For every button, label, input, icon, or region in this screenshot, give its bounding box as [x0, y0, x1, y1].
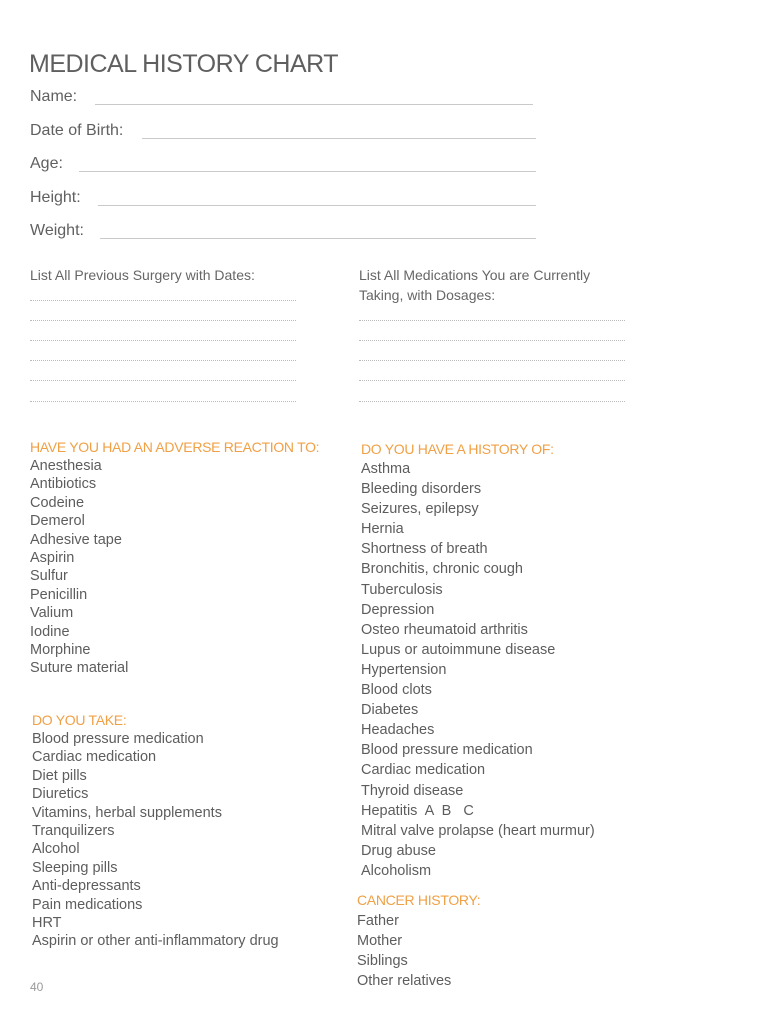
height-field[interactable] [30, 189, 536, 213]
name-line [95, 104, 533, 105]
medication-line[interactable] [359, 340, 625, 341]
surgery-label: List All Previous Surgery with Dates: [30, 267, 255, 283]
adverse-reaction-list [30, 457, 128, 678]
list-item: Anti-depressants [32, 878, 141, 895]
list-item: Siblings [357, 953, 408, 969]
list-item: Diabetes [361, 702, 419, 719]
list-item: Aspirin or other anti-inflammatory drug [32, 933, 279, 950]
list-item: Blood clots [361, 682, 432, 699]
date-of-birth-label: Date of Birth: [30, 122, 124, 139]
list-item: Valium [30, 605, 74, 622]
list-item: Hernia [361, 521, 404, 538]
list-item: Father [357, 913, 399, 929]
list-item: Sulfur [30, 568, 68, 585]
weight-label: Weight: [30, 222, 84, 239]
list-item: Osteo rheumatoid arthritis [361, 621, 528, 638]
list-item: Antibiotics [30, 476, 97, 493]
height-line [98, 205, 536, 206]
do-you-take-list [32, 730, 279, 951]
surgery-line[interactable] [30, 300, 296, 301]
list-item: Penicillin [30, 586, 88, 603]
medications-label-line1: List All Medications You are Currently [359, 267, 591, 283]
list-item: Bleeding disorders [361, 481, 482, 498]
medication-line[interactable] [359, 380, 625, 381]
list-item: Alcoholism [361, 862, 432, 879]
surgery-line[interactable] [30, 340, 296, 341]
list-item: Lupus or autoimmune disease [361, 641, 556, 658]
list-item: Demerol [30, 513, 85, 530]
list-item: Cardiac medication [361, 762, 486, 779]
name-field[interactable] [30, 88, 535, 112]
surgery-line[interactable] [30, 320, 296, 321]
surgery-line[interactable] [30, 360, 296, 361]
list-item: Blood pressure medication [32, 731, 204, 747]
page-number: 40 [30, 980, 44, 994]
list-item: Headaches [361, 722, 435, 739]
list-item: Shortness of breath [361, 541, 488, 558]
height-label: Height: [30, 189, 81, 206]
list-item: Adhesive tape [30, 531, 122, 548]
surgery-line[interactable] [30, 380, 296, 381]
list-item: Asthma [361, 461, 411, 477]
list-item: Anesthesia [30, 458, 102, 474]
list-item: Suture material [30, 660, 129, 677]
weight-field[interactable] [30, 222, 536, 246]
history-heading: DO YOU HAVE A HISTORY OF: [361, 441, 554, 457]
list-item: Other relatives [357, 973, 452, 989]
list-item: Iodine [30, 623, 70, 640]
list-item: Tranquilizers [32, 822, 115, 839]
medication-line[interactable] [359, 401, 625, 402]
weight-line [100, 238, 536, 239]
list-item: Depression [361, 601, 435, 618]
list-item: Bronchitis, chronic cough [361, 561, 523, 578]
date-of-birth-line [142, 138, 536, 139]
list-item: HRT [32, 914, 62, 931]
date-of-birth-field[interactable] [30, 122, 536, 146]
list-item: Cardiac medication [32, 749, 157, 766]
list-item: Sleeping pills [32, 859, 118, 876]
list-item: Hypertension [361, 661, 447, 678]
do-you-take-heading: DO YOU TAKE: [32, 712, 127, 728]
medications-label-line2: Taking, with Dosages: [359, 287, 496, 303]
list-item: Seizures, epilepsy [361, 501, 479, 518]
cancer-history-heading: CANCER HISTORY: [357, 892, 481, 908]
list-item: Alcohol [32, 841, 80, 858]
surgery-line[interactable] [30, 401, 296, 402]
adverse-reaction-heading: HAVE YOU HAD AN ADVERSE REACTION TO: [30, 439, 320, 455]
list-item: Aspirin [30, 549, 75, 566]
page-title: MEDICAL HISTORY CHART [29, 50, 339, 78]
name-label: Name: [30, 88, 78, 105]
list-item: Mitral valve prolapse (heart murmur) [361, 822, 595, 839]
list-item: Codeine [30, 494, 85, 511]
list-item: Tuberculosis [361, 581, 443, 598]
list-item: Blood pressure medication [361, 742, 533, 759]
list-item: Diuretics [32, 786, 89, 803]
medication-line[interactable] [359, 320, 625, 321]
list-item: Diet pills [32, 767, 87, 784]
list-item: Hepatitis A B C [361, 802, 474, 819]
list-item: Vitamins, herbal supplements [32, 804, 222, 821]
age-label: Age: [30, 155, 63, 172]
list-item: Morphine [30, 641, 91, 658]
age-line [79, 171, 536, 172]
list-item: Mother [357, 933, 403, 949]
medication-line[interactable] [359, 360, 625, 361]
list-item: Pain medications [32, 896, 143, 913]
list-item: Thyroid disease [361, 782, 464, 799]
age-field[interactable] [30, 155, 536, 179]
history-list [361, 459, 595, 881]
cancer-history-list [357, 911, 451, 991]
list-item: Drug abuse [361, 842, 436, 859]
